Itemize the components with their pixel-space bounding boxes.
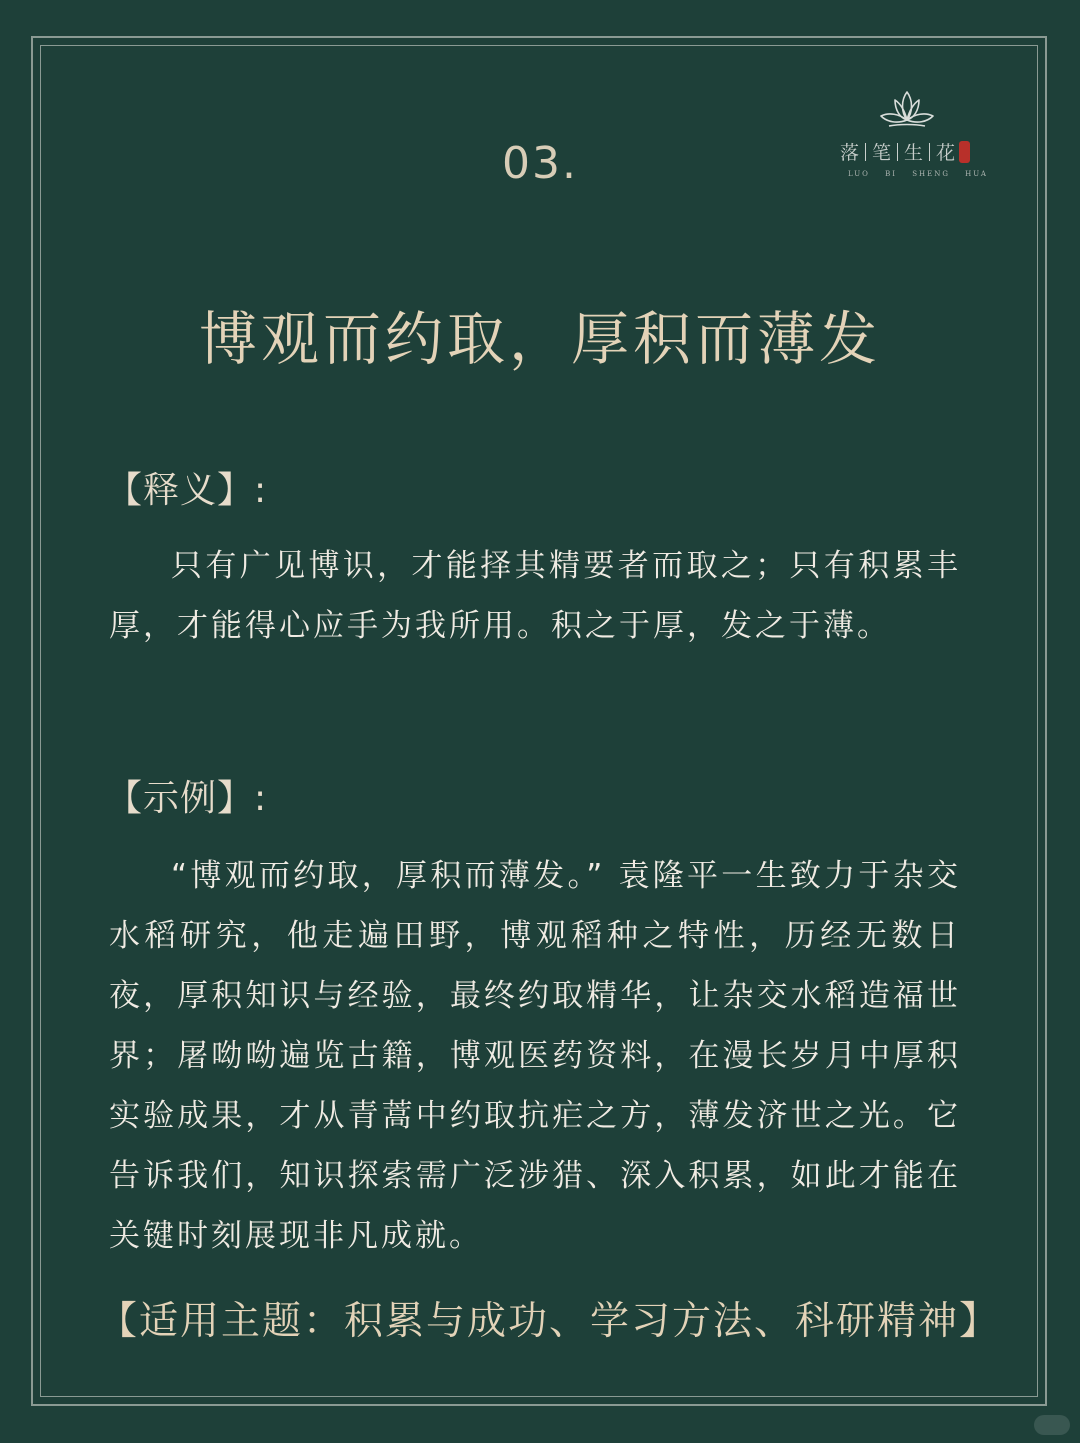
watermark-badge	[1034, 1415, 1070, 1435]
logo-pinyin-word: BI	[885, 170, 898, 178]
logo-pinyin-word: HUA	[965, 170, 988, 178]
definition-label: 【释义】:	[106, 470, 268, 511]
logo-char: 笔	[872, 142, 892, 164]
logo-char: 落	[840, 142, 860, 164]
logo-pinyin-word: LUO	[848, 170, 870, 178]
applicable-topics: 【适用主题：积累与成功、学习方法、科研精神】	[98, 1299, 1001, 1344]
example-text: “博观而约取，厚积而薄发。” 袁隆平一生致力于杂交水稻研究，他走遍田野，博观稻种之特性，历经无数日夜，厚积知识与经验，最终约取精华，让杂交水稻造福世界；屠呦呦遍览古籍，博观医药资料，在漫长岁月中厚积实验成果，才从青蒿中约取抗疟之方，薄发济世之光。它告诉我们，知识探索需广泛涉猎、深入积累，如此才能在关键时刻展现非凡成就。	[109, 858, 961, 1254]
logo-pinyin-word: SHENG	[912, 170, 950, 178]
lotus-icon	[875, 88, 940, 130]
definition-text: 只有广见博识，才能择其精要者而取之；只有积累丰厚，才能得心应手为我所用。积之于厚，发之于薄。	[109, 548, 961, 644]
item-number: 03.	[502, 138, 578, 189]
logo-char: 生	[904, 142, 924, 164]
idiom-headline: 博观而约取，厚积而薄发	[198, 305, 881, 373]
logo-char: 花	[936, 142, 956, 164]
example-label: 【示例】:	[106, 778, 268, 819]
